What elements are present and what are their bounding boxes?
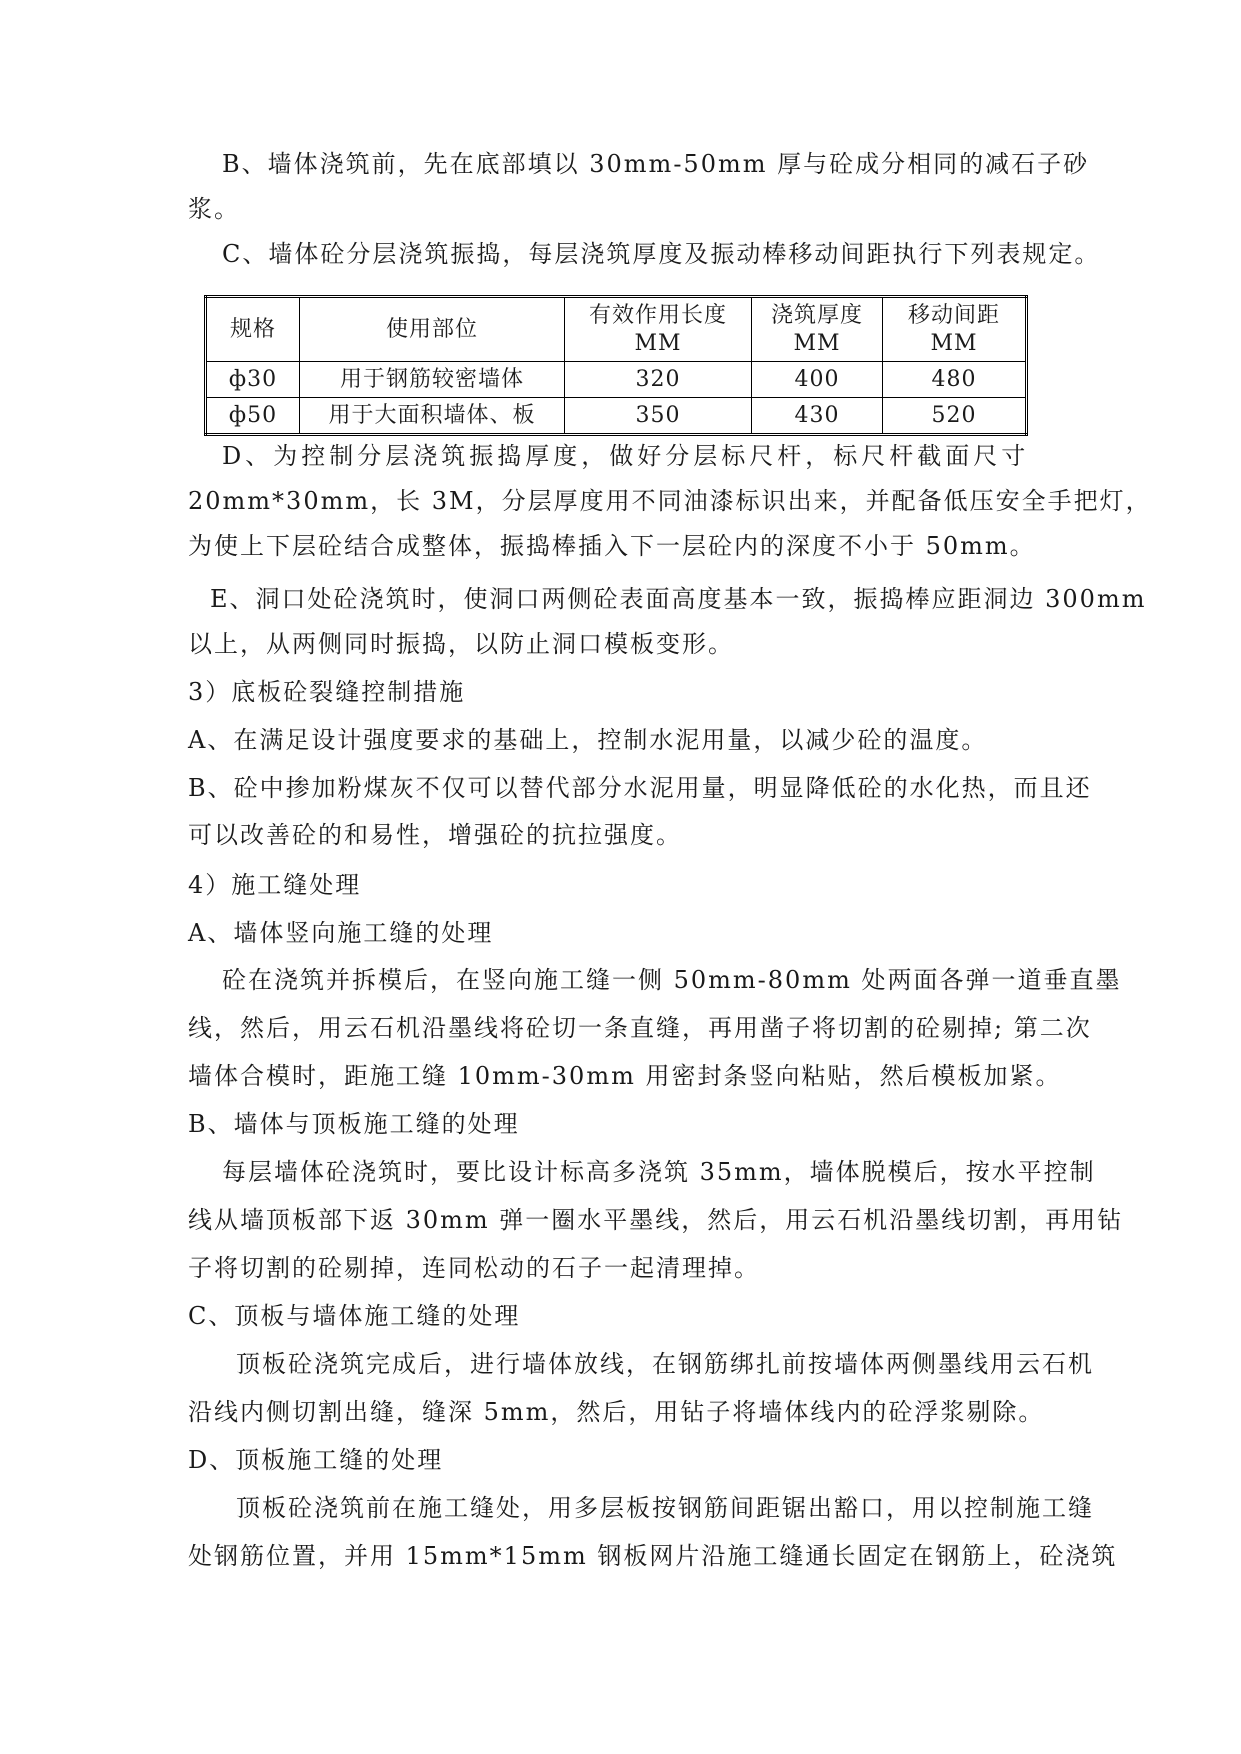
subheading-4d: D、顶板施工缝的处理 bbox=[188, 1446, 444, 1474]
cell-usage: 用于大面积墙体、板 bbox=[300, 398, 565, 435]
header-effective-length-unit: MM bbox=[634, 330, 682, 356]
table-row bbox=[206, 362, 1027, 398]
header-pour-thickness-label: 浇筑厚度 bbox=[770, 302, 863, 328]
paragraph-4a-line2: 线，然后，用云石机沿墨线将砼切一条直缝，再用凿子将切割的砼剔掉; 第二次 bbox=[188, 1014, 1092, 1042]
paragraph-4b-line1: 每层墙体砼浇筑时，要比设计标高多浇筑 35mm，墙体脱模后，按水平控制 bbox=[222, 1158, 1096, 1186]
subheading-4b: B、墙体与顶板施工缝的处理 bbox=[188, 1110, 520, 1138]
cell-move-spacing: 480 bbox=[883, 362, 1027, 398]
section-heading-4: 4）施工缝处理 bbox=[188, 871, 362, 899]
cell-effective-length: 320 bbox=[565, 362, 752, 398]
paragraph-4d-line2: 处钢筋位置，并用 15mm*15mm 钢板网片沿施工缝通长固定在钢筋上，砼浇筑 bbox=[188, 1542, 1118, 1570]
cell-spec: ф50 bbox=[206, 398, 300, 435]
cell-move-spacing: 520 bbox=[883, 398, 1027, 435]
cell-effective-length: 350 bbox=[565, 398, 752, 435]
paragraph-3b-line2: 可以改善砼的和易性，增强砼的抗拉强度。 bbox=[188, 821, 682, 849]
header-move-spacing-unit: MM bbox=[930, 330, 978, 356]
paragraph-d-line3: 为使上下层砼结合成整体，振捣棒插入下一层砼内的深度不小于 50mm。 bbox=[188, 532, 1036, 560]
paragraph-b-line2: 浆。 bbox=[188, 195, 240, 223]
paragraph-4d-line1: 顶板砼浇筑前在施工缝处，用多层板按钢筋间距锯出豁口，用以控制施工缝 bbox=[236, 1494, 1094, 1522]
paragraph-3b-line1: B、砼中掺加粉煤灰不仅可以替代部分水泥用量，明显降低砼的水化热，而且还 bbox=[188, 774, 1092, 802]
paragraph-4b-line3: 子将切割的砼剔掉，连同松动的石子一起清理掉。 bbox=[188, 1254, 760, 1282]
subheading-4c: C、顶板与墙体施工缝的处理 bbox=[188, 1302, 521, 1330]
paragraph-d-line1: D、为控制分层浇筑振捣厚度，做好分层标尺杆，标尺杆截面尺寸 bbox=[222, 442, 1030, 470]
cell-usage: 用于钢筋较密墙体 bbox=[300, 362, 565, 398]
paragraph-e-line2: 以上，从两侧同时振捣，以防止洞口模板变形。 bbox=[188, 630, 734, 658]
header-move-spacing-label: 移动间距 bbox=[907, 302, 1000, 328]
paragraph-c: C、墙体砼分层浇筑振捣，每层浇筑厚度及振动棒移动间距执行下列表规定。 bbox=[222, 240, 1101, 268]
paragraph-4a-line1: 砼在浇筑并拆模后，在竖向施工缝一侧 50mm-80mm 处两面各弹一道垂直墨 bbox=[222, 966, 1122, 994]
cell-spec: ф30 bbox=[206, 362, 300, 398]
paragraph-4c-line2: 沿线内侧切割出缝，缝深 5mm，然后，用钻子将墙体线内的砼浮浆剔除。 bbox=[188, 1398, 1045, 1426]
vibrator-spec-table bbox=[204, 295, 1028, 436]
table-header-row bbox=[206, 297, 1027, 362]
paragraph-e-line1: E、洞口处砼浇筑时，使洞口两侧砼表面高度基本一致，振捣棒应距洞边 300mm bbox=[210, 585, 1147, 613]
paragraph-4c-line1: 顶板砼浇筑完成后，进行墙体放线，在钢筋绑扎前按墙体两侧墨线用云石机 bbox=[236, 1350, 1094, 1378]
header-effective-length bbox=[565, 297, 752, 362]
cell-pour-thickness: 400 bbox=[752, 362, 883, 398]
paragraph-4b-line2: 线从墙顶板部下返 30mm 弹一圈水平墨线，然后，用云石机沿墨线切割，再用钻 bbox=[188, 1206, 1124, 1234]
header-pour-thickness-unit: MM bbox=[793, 330, 841, 356]
header-effective-length-label: 有效作用长度 bbox=[588, 302, 727, 328]
cell-pour-thickness: 430 bbox=[752, 398, 883, 435]
subheading-4a: A、墙体竖向施工缝的处理 bbox=[188, 919, 494, 947]
header-spec: 规格 bbox=[206, 297, 300, 362]
paragraph-d-line2: 20mm*30mm，长 3M，分层厚度用不同油漆标识出来，并配备低压安全手把灯， bbox=[188, 487, 1152, 515]
header-usage: 使用部位 bbox=[300, 297, 565, 362]
paragraph-b-line1: B、墙体浇筑前，先在底部填以 30mm-50mm 厚与砼成分相同的减石子砂 bbox=[222, 150, 1090, 178]
section-heading-3: 3）底板砼裂缝控制措施 bbox=[188, 678, 466, 706]
paragraph-4a-line3: 墙体合模时，距施工缝 10mm-30mm 用密封条竖向粘贴，然后模板加紧。 bbox=[188, 1062, 1062, 1090]
header-pour-thickness bbox=[752, 297, 883, 362]
paragraph-3a: A、在满足设计强度要求的基础上，控制水泥用量，以减少砼的温度。 bbox=[188, 726, 988, 754]
table-row bbox=[206, 398, 1027, 435]
header-move-spacing bbox=[883, 297, 1027, 362]
